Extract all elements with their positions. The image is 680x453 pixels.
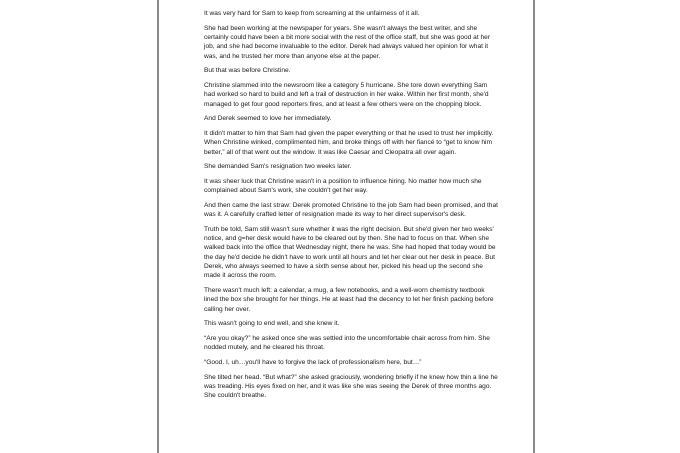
paragraph: It was sheer luck that Christine wasn't in a position to influence hiring. No matter how much she complained about Sam's work, she couldn't get her way. bbox=[204, 177, 482, 195]
paragraph: “Are you okay?” he asked once she was settled into the uncomfortable chair across from him. She nodded mutely, and he cleared his throat. bbox=[204, 335, 490, 352]
paragraph: It didn't matter to him that Sam had given the paper everything or that he used to trust her implicitly. When Christine winked, complimented him, and broke things off with her fiancé to “get to know him better,” all of that went out the window. It was like Caesar and Cleopatra all over again. bbox=[204, 129, 494, 156]
paragraph: “Good. I, uh…you'll have to forgive the lack of professionalism here, but…” bbox=[204, 358, 422, 366]
paragraph: And Derek seemed to love her immediately. bbox=[204, 115, 332, 123]
paragraph: She tilted her head. “But what?” she asked graciously, wondering briefly if he knew how thin a line he was treading. His eyes fixed on her, and it was like she was seeing the Derek of three months ago. She couldn't breathe. bbox=[204, 373, 498, 400]
paragraph: And then came the last straw: Derek promoted Christine to the job Sam had been promised, and that was it. A carefully crafted letter of resignation made its way to her direct supervisor's desk. bbox=[204, 201, 498, 219]
page-body bbox=[204, 9, 500, 406]
paragraph: Christine slammed into the newsroom like a category 5 hurricane. She tore down everything Sam had worked so hard to build and left a trail of destruction in her wake. Within her first month, she'd managed to get four good reporters fires, and at least a few others were on the chopping block. bbox=[204, 81, 489, 108]
paragraph: But that was before Christine. bbox=[204, 67, 291, 75]
paragraph: It was very hard for Sam to keep from screaming at the unfairness of it all. bbox=[204, 10, 420, 17]
paragraph: She demanded Sam's resignation two weeks later. bbox=[204, 163, 352, 171]
paragraph: She had been working at the newspaper for years. She wasn't always the best writer, and she certainly could have been a bit more social with the rest of the office staff, but she was good at her job, and she had become invaluable to the editor. Derek had always valued her opinion for what it was, and he trusted her more than anyone else at the paper. bbox=[204, 24, 491, 60]
paragraph: There wasn't much left: a calendar, a mug, a few notebooks, and a well-worn chemistry textbook lined the box she brought for her things. He at least had the decency to let her finish packing before calling her over. bbox=[204, 287, 494, 313]
paragraph: This wasn't going to end well, and she knew it. bbox=[204, 320, 340, 328]
paragraph: Truth be told, Sam still wasn't sure whether it was the right decision. But she'd given her two weeks' notice, and g=her desk would have to be cleared out by then. She had to focus on that. When she walked back into the office that Wednesday night, there he was. She had hoped that today would be the day he'd decide he didn't have to work until all hours and let her clear out her desk in peace. But Derek, who always seemed to have a sixth sense about her, picked his head up the second she made it across the room. bbox=[204, 225, 496, 280]
document-page bbox=[157, 0, 535, 453]
